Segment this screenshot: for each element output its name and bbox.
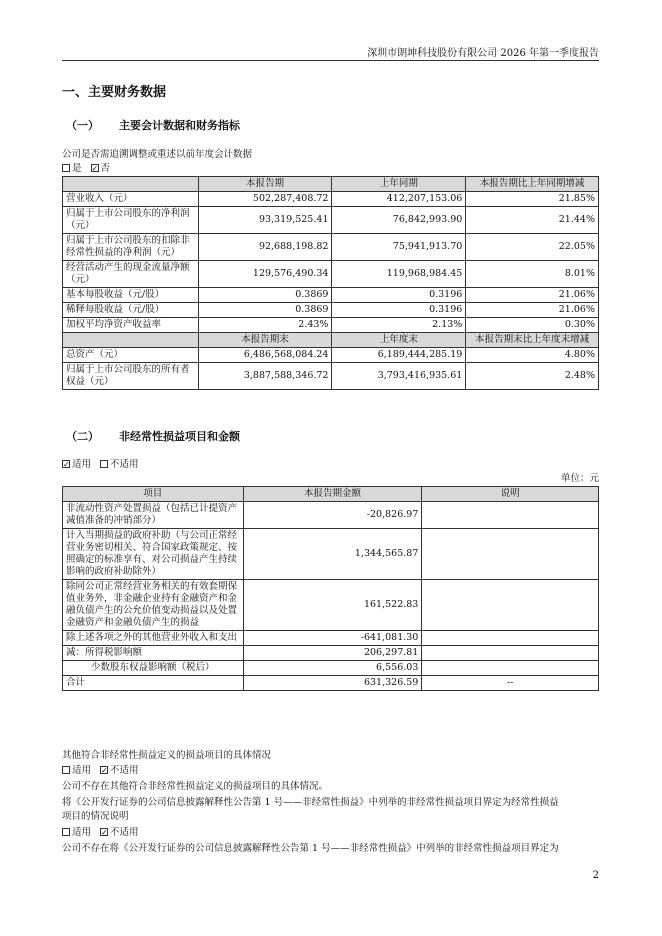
cell-value: 0.3196: [332, 303, 466, 318]
table-row: [63, 348, 599, 363]
checkbox-unchecked-icon[interactable]: [100, 460, 108, 468]
header-cell: 本报告期金额: [243, 487, 422, 502]
option-not-applicable: 不适用: [110, 765, 139, 776]
unit-label: 单位：元: [560, 473, 599, 484]
checkbox-unchecked-icon[interactable]: [62, 828, 70, 836]
table-row: [63, 676, 599, 691]
cell-value: 119,968,984.45: [332, 261, 466, 288]
cell-value: 2.13%: [332, 318, 466, 333]
other-items-options: [62, 764, 139, 777]
cell-value: 21.44%: [466, 207, 599, 234]
option-applicable: 适用: [72, 827, 92, 838]
row-label: 合计: [63, 676, 244, 691]
retro-options: [62, 162, 110, 175]
cell-value: 0.3196: [332, 288, 466, 303]
table-row: [63, 502, 599, 529]
table-row: [63, 318, 599, 333]
row-label: 总资产（元）: [63, 348, 199, 363]
header-cell: 说明: [422, 487, 599, 502]
row-label: 经营活动产生的现金流量净额（元）: [63, 261, 199, 288]
option-not-applicable: 不适用: [110, 459, 139, 470]
subsection-title-1: [66, 117, 240, 133]
option-no: 否: [100, 163, 111, 174]
row-label: 归属于上市公司股东的净利润（元）: [63, 207, 199, 234]
subsection-number: （一）: [66, 119, 99, 132]
table-row: [63, 192, 599, 207]
row-label: 除同公司正常经营业务相关的有效套期保值业务外，非金融企业持有金融资产和金融负债产生的公允价值变动损益以及处置金融资产和金融负债产生的损益: [63, 580, 244, 631]
header-cell: [63, 177, 199, 192]
cell-value: 161,522.83: [243, 580, 422, 631]
cell-value: 8.01%: [466, 261, 599, 288]
cell-value: 21.06%: [466, 303, 599, 318]
row-label: 减：所得税影响额: [63, 646, 244, 661]
checkbox-checked-icon[interactable]: [100, 766, 108, 774]
row-label: 稀释每股收益（元/股）: [63, 303, 199, 318]
header-cell: 本报告期末: [198, 333, 332, 348]
cell-note: --: [422, 676, 599, 691]
table-row: [63, 303, 599, 318]
cell-value: -20,826.97: [243, 502, 422, 529]
row-label: 归属于上市公司股东的扣除非经常性损益的净利润（元）: [63, 234, 199, 261]
cell-value: 0.30%: [466, 318, 599, 333]
cell-value: 75,941,913.70: [332, 234, 466, 261]
cell-value: 6,486,568,084.24: [198, 348, 332, 363]
option-applicable: 适用: [72, 459, 92, 470]
listed-items-options: [62, 826, 139, 839]
cell-value: 0.3869: [198, 303, 332, 318]
option-not-applicable: 不适用: [110, 827, 139, 838]
cell-note: [422, 529, 599, 580]
checkbox-unchecked-icon[interactable]: [62, 164, 70, 172]
page-number: 2: [592, 870, 599, 881]
row-label: 少数股东权益影响额（税后）: [63, 661, 244, 676]
cell-value: 631,326.59: [243, 676, 422, 691]
table-row: [63, 529, 599, 580]
table-row: [63, 580, 599, 631]
table-row: [63, 234, 599, 261]
cell-value: 2.43%: [198, 318, 332, 333]
header-cell: 本报告期: [198, 177, 332, 192]
non-recurring-items-table: [62, 486, 599, 691]
other-items-text: 公司不存在其他符合非经常性损益定义的损益项目的具体情况。: [62, 781, 329, 792]
cell-value: 76,842,993.90: [332, 207, 466, 234]
cell-note: [422, 631, 599, 646]
cell-note: [422, 661, 599, 676]
table-row: [63, 363, 599, 390]
option-applicable: 适用: [72, 765, 92, 776]
header-rule: [62, 60, 599, 61]
row-label: 非流动性资产处置损益（包括已计提资产减值准备的冲销部分）: [63, 502, 244, 529]
cell-note: [422, 580, 599, 631]
row-label: 基本每股收益（元/股）: [63, 288, 199, 303]
cell-value: 206,297.81: [243, 646, 422, 661]
cell-value: 1,344,565.87: [243, 529, 422, 580]
subsection-label: 主要会计数据和财务指标: [119, 119, 240, 132]
option-yes: 是: [72, 163, 82, 174]
cell-note: [422, 646, 599, 661]
checkbox-checked-icon[interactable]: [91, 164, 99, 172]
table-row: [63, 661, 599, 676]
row-label: 加权平均净资产收益率: [63, 318, 199, 333]
table-row: [63, 288, 599, 303]
subsection-title-2: [66, 428, 240, 444]
subsection-label: 非经常性损益项目和金额: [119, 430, 240, 443]
cell-value: 412,207,153.06: [332, 192, 466, 207]
header-cell: 本报告期末比上年度末增减: [466, 333, 599, 348]
cell-value: 3,887,588,346.72: [198, 363, 332, 390]
listed-items-title-line2: 项目的情况说明: [62, 811, 129, 822]
page-header: 深圳市朗坤科技股份有限公司 2026 年第一季度报告: [367, 48, 599, 59]
checkbox-checked-icon[interactable]: [100, 828, 108, 836]
table-row: [63, 207, 599, 234]
row-label: 计入当期损益的政府补助（与公司正常经营业务密切相关、符合国家政策规定、按照确定的标准享有、对公司损益产生持续影响的政府补助除外）: [63, 529, 244, 580]
cell-value: 4.80%: [466, 348, 599, 363]
listed-items-title-line1: 将《公开发行证券的公司信息披露解释性公告第 1 号——非经常性损益》中列举的非经常性损益项目界定为经常性损益: [62, 797, 559, 808]
header-cell: [63, 333, 199, 348]
header-cell: 本报告期比上年同期增减: [466, 177, 599, 192]
cell-value: 502,287,408.72: [198, 192, 332, 207]
table-row: [63, 631, 599, 646]
cell-value: 21.06%: [466, 288, 599, 303]
financial-indicators-table: [62, 176, 599, 390]
retro-question: 公司是否需追溯调整或重述以前年度会计数据: [62, 149, 253, 160]
cell-value: -641,081.30: [243, 631, 422, 646]
table-row: [63, 646, 599, 661]
header-cell: 上年度末: [332, 333, 466, 348]
table-row: [63, 261, 599, 288]
subsection-number: （二）: [66, 430, 99, 443]
cell-value: 6,556.03: [243, 661, 422, 676]
cell-value: 2.48%: [466, 363, 599, 390]
cell-value: 93,319,525.41: [198, 207, 332, 234]
table-header-row: [63, 177, 599, 192]
applicable-options: [62, 458, 139, 471]
row-label: 除上述各项之外的其他营业外收入和支出: [63, 631, 244, 646]
cell-value: 21.85%: [466, 192, 599, 207]
cell-value: 22.05%: [466, 234, 599, 261]
checkbox-checked-icon[interactable]: [62, 460, 70, 468]
checkbox-unchecked-icon[interactable]: [62, 766, 70, 774]
header-cell: 项目: [63, 487, 244, 502]
cell-value: 6,189,444,285.19: [332, 348, 466, 363]
cell-value: 0.3869: [198, 288, 332, 303]
header-cell: 上年同期: [332, 177, 466, 192]
other-items-title: 其他符合非经常性损益定义的损益项目的具体情况: [62, 750, 272, 761]
cell-note: [422, 502, 599, 529]
cell-value: 92,688,198.82: [198, 234, 332, 261]
cell-value: 129,576,490.34: [198, 261, 332, 288]
table-header-row: [63, 333, 599, 348]
listed-items-text: 公司不存在将《公开发行证券的公司信息披露解释性公告第 1 号——非经常性损益》中列举的非经常性损益项目界定为: [62, 843, 559, 854]
section-title: 一、主要财务数据: [62, 85, 167, 100]
row-label: 营业收入（元）: [63, 192, 199, 207]
cell-value: 3,793,416,935.61: [332, 363, 466, 390]
table-header-row: [63, 487, 599, 502]
row-label: 归属于上市公司股东的所有者权益（元）: [63, 363, 199, 390]
